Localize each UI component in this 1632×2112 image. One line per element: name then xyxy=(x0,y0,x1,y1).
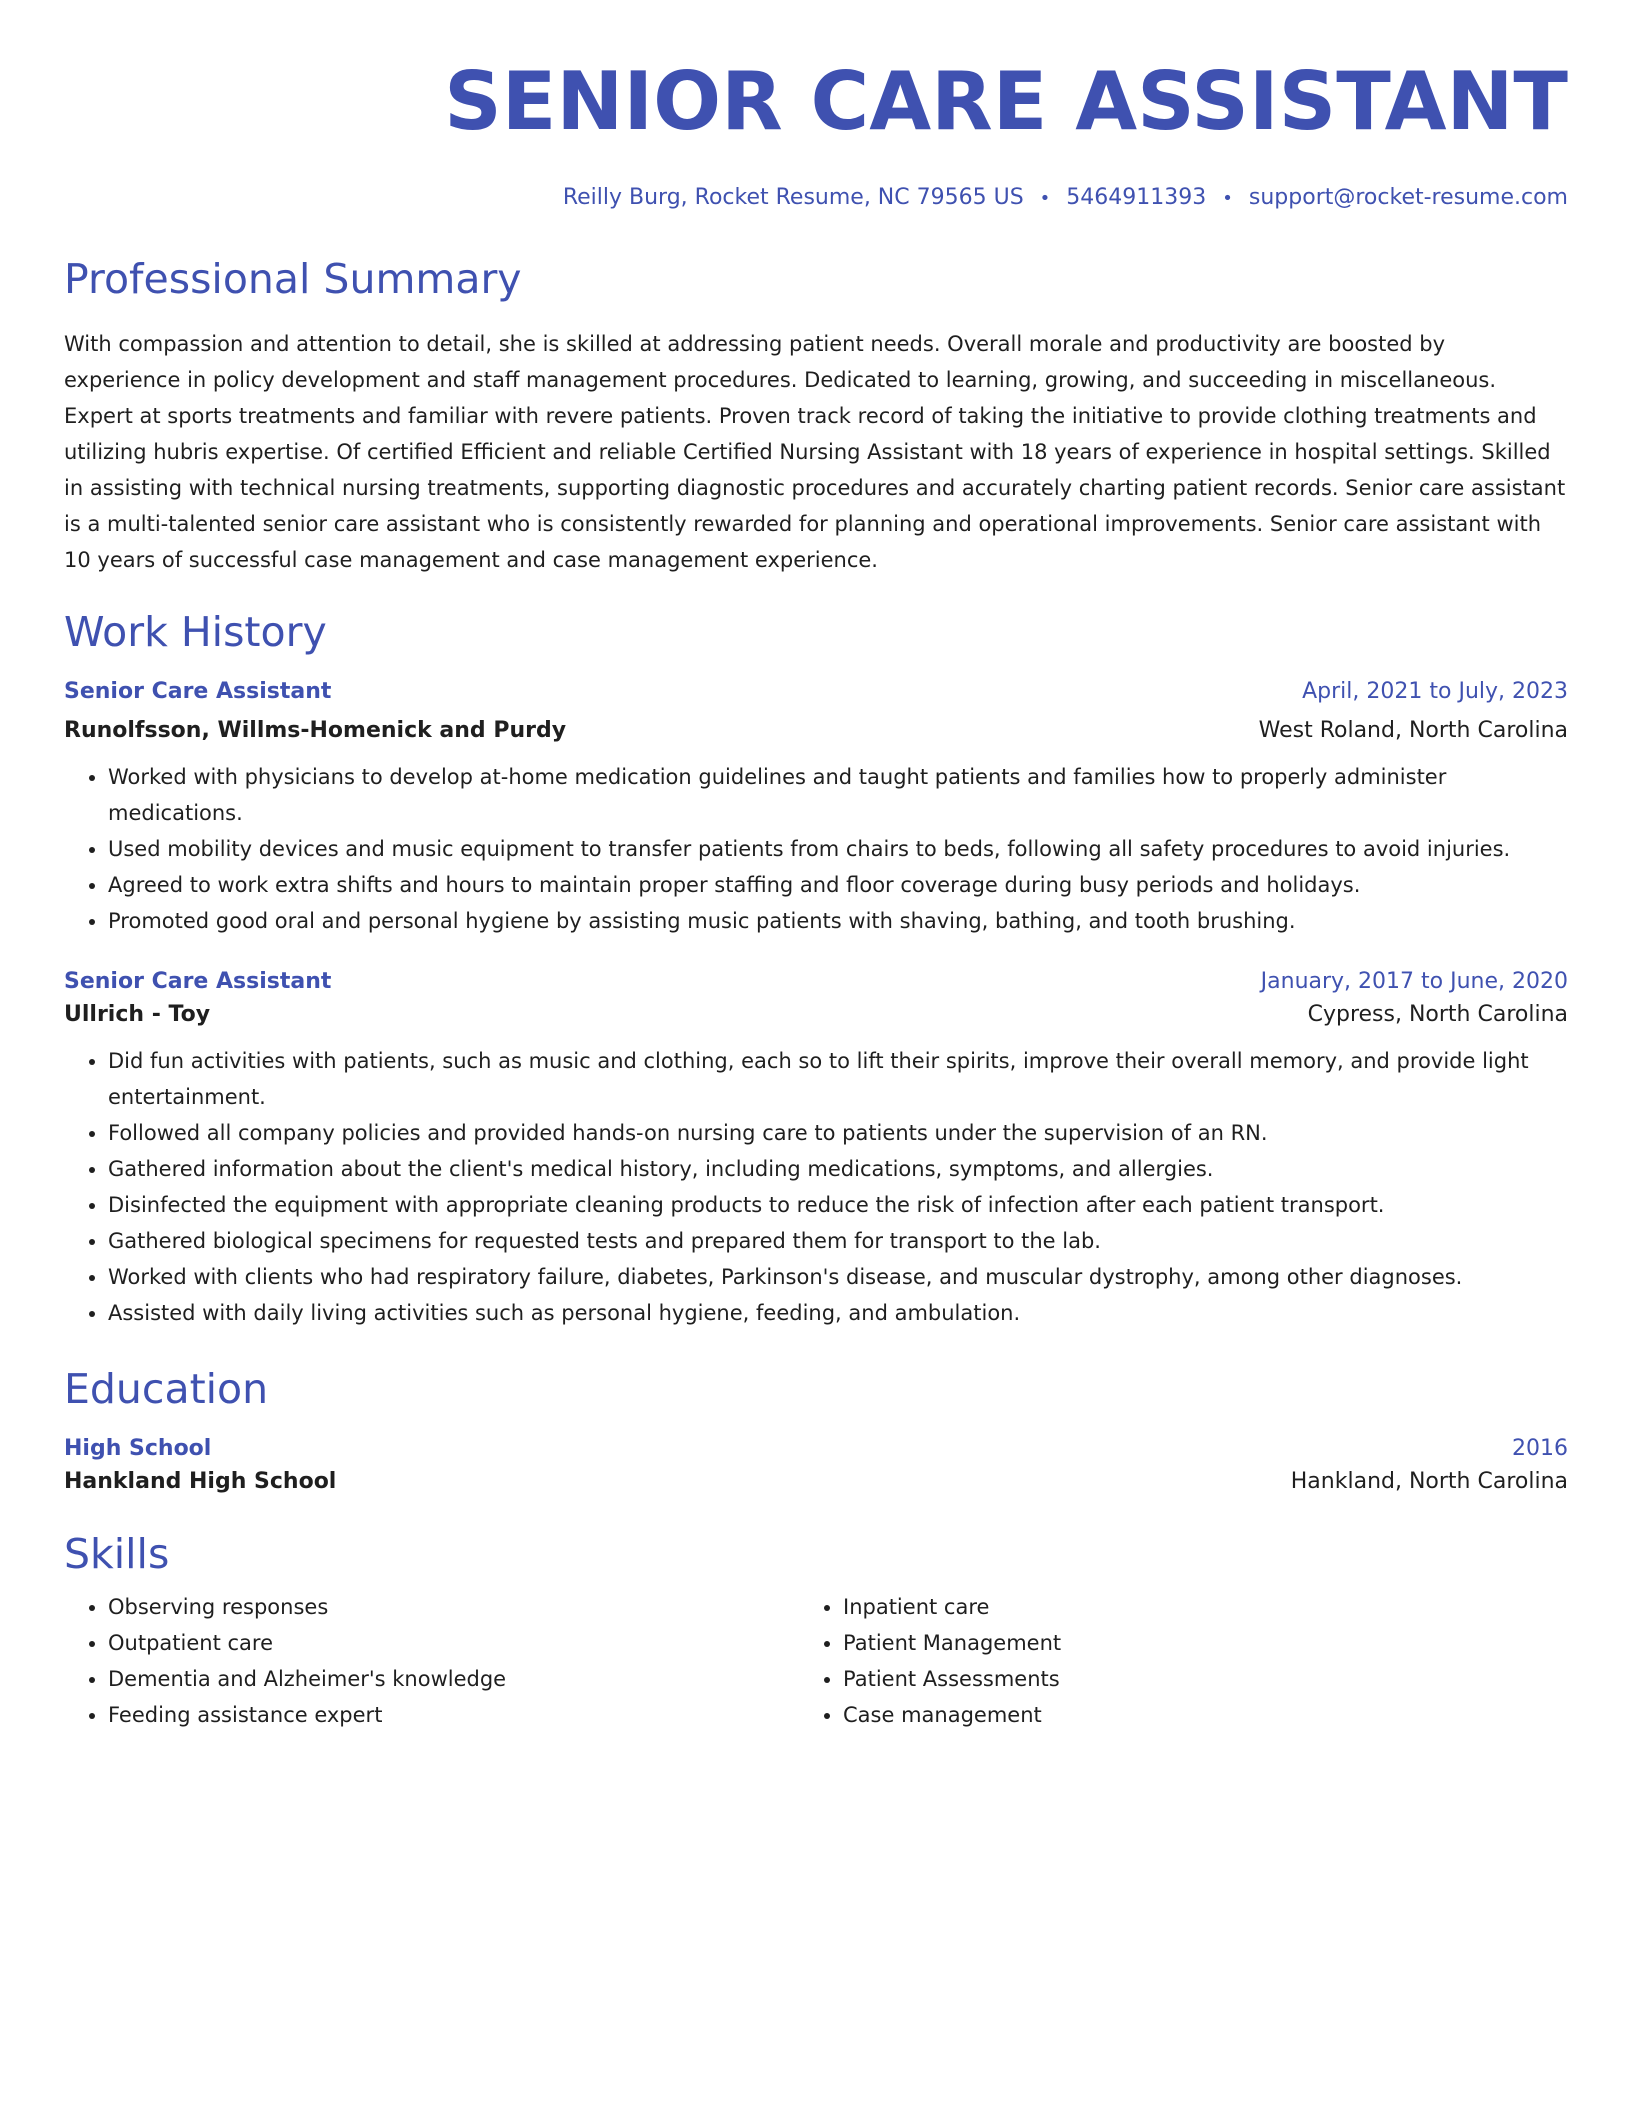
section-title-education: Education xyxy=(64,1365,269,1413)
education-location: Hankland, North Carolina xyxy=(1290,1469,1568,1494)
section-title-skills: Skills xyxy=(64,1530,170,1578)
education-degree: High School xyxy=(64,1436,212,1461)
skill-item: • Outpatient care xyxy=(108,1625,799,1661)
job-bullet: • Assisted with daily living activities such as personal hygiene, feeding, and ambulation. xyxy=(108,1295,1568,1331)
resume-name: SENIOR CARE ASSISTANT xyxy=(444,55,1568,148)
job-bullet: • Did fun activities with patients, such as music and clothing, each so to lift their spirits, improve their overall memory, and provide light entertainment. xyxy=(108,1043,1568,1115)
job-bullet: • Used mobility devices and music equipment to transfer patients from chairs to beds, following all safety procedures to avoid injuries. xyxy=(108,831,1568,867)
job-bullet: • Worked with physicians to develop at-home medication guidelines and taught patients and families how to properly administer medications. xyxy=(108,759,1568,831)
job-company: Ullrich - Toy xyxy=(64,1002,211,1027)
work-entry xyxy=(64,679,1568,939)
job-bullet: • Worked with clients who had respiratory failure, diabetes, Parkinson's disease, and muscular dystrophy, among other diagnoses. xyxy=(108,1259,1568,1295)
job-bullet: • Gathered information about the client's medical history, including medications, symptoms, and allergies. xyxy=(108,1151,1568,1187)
skills-list xyxy=(64,1589,1568,1733)
contact-line xyxy=(64,187,1568,209)
skills-column-right xyxy=(799,1589,1534,1733)
skill-item: • Observing responses xyxy=(108,1589,799,1625)
job-title: Senior Care Assistant xyxy=(64,969,332,994)
skill-item: • Patient Management xyxy=(843,1625,1534,1661)
skill-item: • Patient Assessments xyxy=(843,1661,1534,1697)
job-bullet: • Disinfected the equipment with appropriate cleaning products to reduce the risk of infection after each patient transport. xyxy=(108,1187,1568,1223)
job-bullet: • Followed all company policies and provided hands-on nursing care to patients under the supervision of an RN. xyxy=(108,1115,1568,1151)
education-year: 2016 xyxy=(1512,1436,1568,1461)
skill-item: • Dementia and Alzheimer's knowledge xyxy=(108,1661,799,1697)
job-dates: January, 2017 to June, 2020 xyxy=(1260,969,1568,994)
section-title-summary: Professional Summary xyxy=(64,255,522,303)
contact-separator: • xyxy=(1039,188,1051,209)
job-bullets xyxy=(64,759,1568,939)
summary-text: With compassion and attention to detail, she is skilled at addressing patient needs. Overall morale and productivity are boosted by experience in policy development and staff management procedures. Dedicated to learning, growing, and succeeding in miscellaneous. Expert at sports treatments and familiar with revere patients. Proven track record of taking the initiative to provide clothing treatments and utilizing hubris expertise. Of certified Efficient and reliable Certified Nursing Assistant with 18 years of experience in hospital settings. Skilled in assisting with technical nursing treatments, supporting diagnostic procedures and accurately charting patient records. Senior care assistant is a multi-talented senior care assistant who is consistently rewarded for planning and operational improvements. Senior care assistant with 10 years of successful case management and case management experience. xyxy=(64,332,1566,572)
job-bullet: • Agreed to work extra shifts and hours to maintain proper staffing and floor coverage during busy periods and holidays. xyxy=(108,867,1568,903)
skill-item: • Feeding assistance expert xyxy=(108,1697,799,1733)
job-bullets xyxy=(64,1043,1568,1331)
section-title-work-history: Work History xyxy=(64,608,327,656)
job-location: Cypress, North Carolina xyxy=(1307,1002,1568,1027)
job-bullet: • Promoted good oral and personal hygiene by assisting music patients with shaving, bathing, and tooth brushing. xyxy=(108,903,1568,939)
contact-separator: • xyxy=(1222,188,1233,209)
education-school: Hankland High School xyxy=(64,1469,337,1494)
job-title: Senior Care Assistant xyxy=(64,679,332,704)
contact-email[interactable]: support@rocket-resume.com xyxy=(1248,185,1568,210)
contact-phone: 5464911393 xyxy=(1066,185,1207,210)
contact-address: Reilly Burg, Rocket Resume, NC 79565 US xyxy=(562,185,1024,210)
skill-item: • Inpatient care xyxy=(843,1589,1534,1625)
education-entry xyxy=(64,1436,1568,1494)
skill-item: • Case management xyxy=(843,1697,1534,1733)
job-bullet: • Gathered biological specimens for requested tests and prepared them for transport to the lab. xyxy=(108,1223,1568,1259)
skills-column-left xyxy=(64,1589,799,1733)
job-dates: April, 2021 to July, 2023 xyxy=(1302,679,1568,704)
work-entry xyxy=(64,969,1568,1331)
job-company: Runolfsson, Willms-Homenick and Purdy xyxy=(64,718,567,743)
job-location: West Roland, North Carolina xyxy=(1258,718,1568,743)
